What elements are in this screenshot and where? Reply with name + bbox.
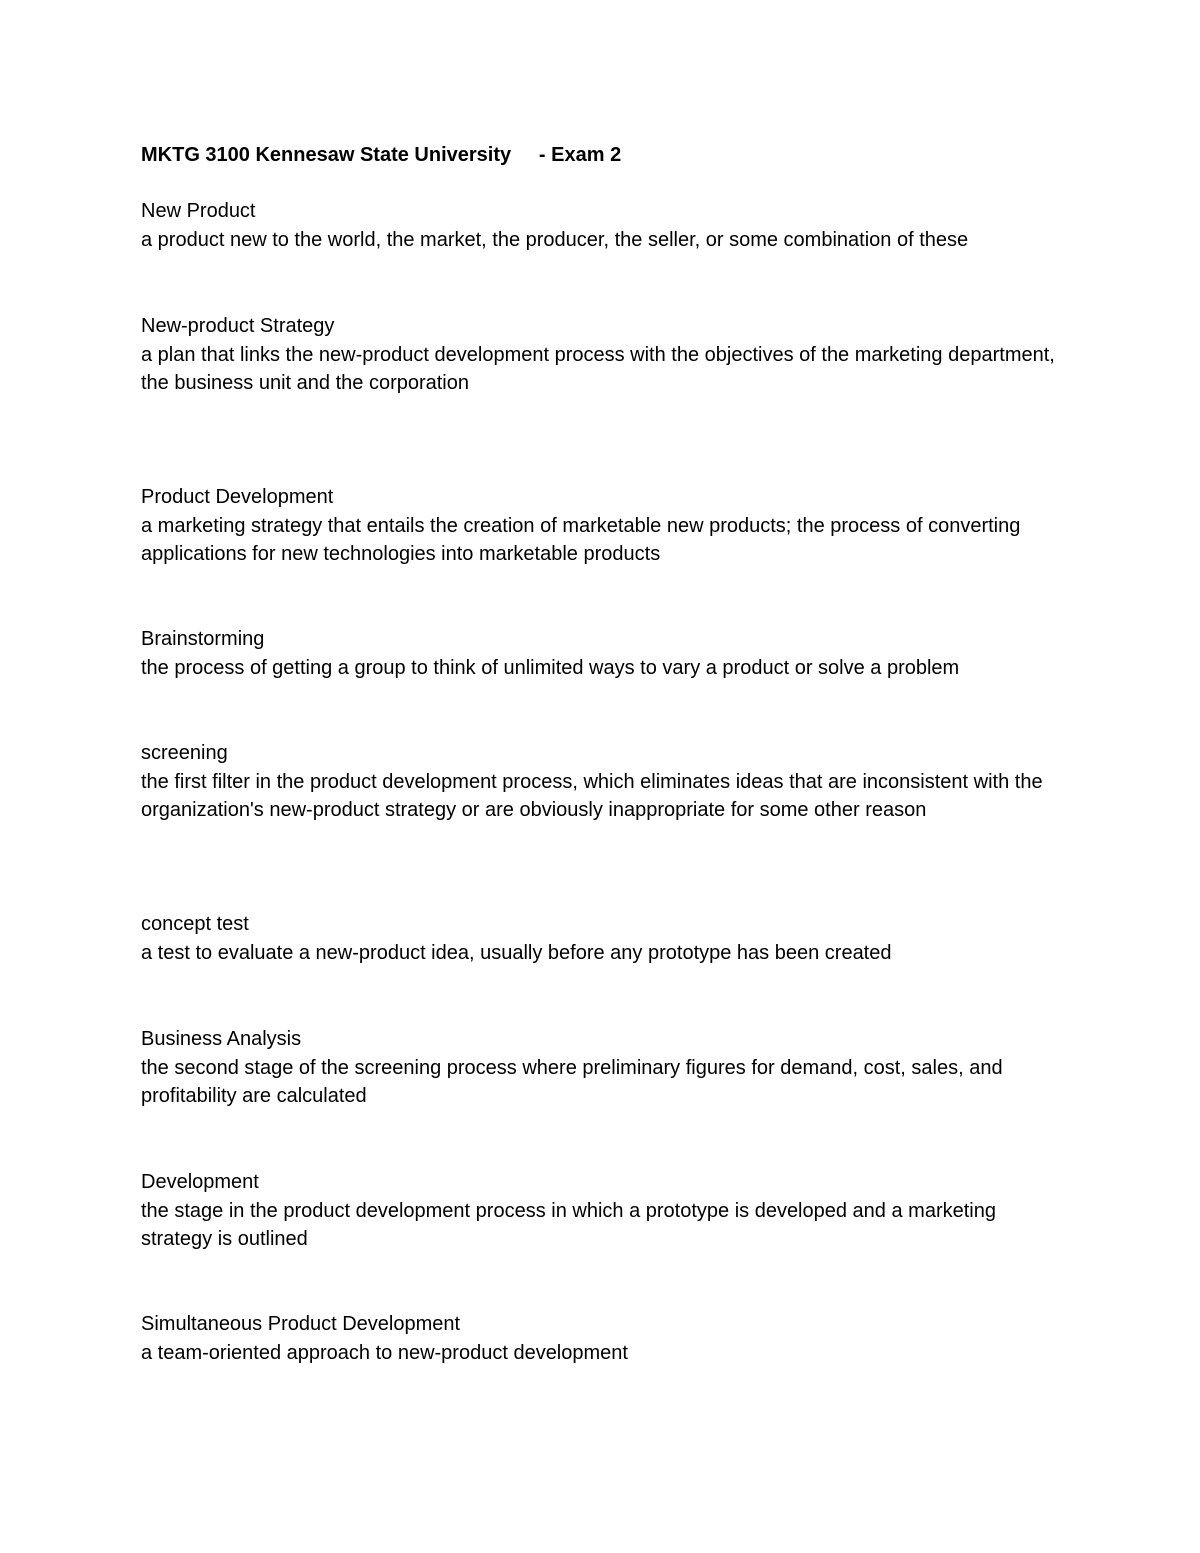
term-name: New Product (141, 200, 256, 222)
term-entry-product-development (141, 483, 1061, 569)
term-entry-brainstorming (141, 625, 1061, 682)
term-definition: a team-oriented approach to new-product development (141, 1341, 628, 1364)
term-name: Business Analysis (141, 1028, 302, 1050)
term-name: Development (141, 1171, 259, 1193)
term-entry-new-product-strategy (141, 312, 1061, 398)
term-definition: the first filter in the product development process, which eliminates ideas that are inconsistent with the organization's new-product strategy or are obviously inappropriate for some other reason (141, 770, 1043, 821)
term-name: concept test (141, 913, 249, 935)
term-entry-new-product (141, 197, 1061, 254)
term-definition: a marketing strategy that entails the creation of marketable new products; the process of converting applications for new technologies into marketable products (141, 514, 1021, 565)
term-definition: a plan that links the new-product development process with the objectives of the marketing department, the business unit and the corporation (141, 343, 1055, 394)
term-entry-simultaneous-product-development (141, 1310, 1061, 1367)
term-name: screening (141, 742, 228, 764)
term-definition: a product new to the world, the market, the producer, the seller, or some combination of these (141, 228, 969, 251)
document-page (141, 0, 1061, 1553)
term-entry-concept-test (141, 910, 1061, 967)
term-name: Brainstorming (141, 628, 265, 650)
term-name: Product Development (141, 486, 334, 508)
term-name: Simultaneous Product Development (141, 1313, 461, 1335)
document-title: MKTG 3100 Kennesaw State University - Exam 2 (141, 144, 622, 166)
term-definition: the stage in the product development process in which a prototype is developed and a marketing strategy is outlined (141, 1199, 996, 1250)
term-entry-business-analysis (141, 1025, 1061, 1111)
term-definition: the second stage of the screening process where preliminary figures for demand, cost, sales, and profitability are calculated (141, 1056, 1003, 1107)
term-definition: a test to evaluate a new-product idea, usually before any prototype has been created (141, 941, 892, 964)
term-entry-screening (141, 739, 1061, 825)
term-definition: the process of getting a group to think of unlimited ways to vary a product or solve a problem (141, 656, 960, 679)
term-entry-development (141, 1168, 1061, 1254)
term-name: New-product Strategy (141, 315, 335, 337)
